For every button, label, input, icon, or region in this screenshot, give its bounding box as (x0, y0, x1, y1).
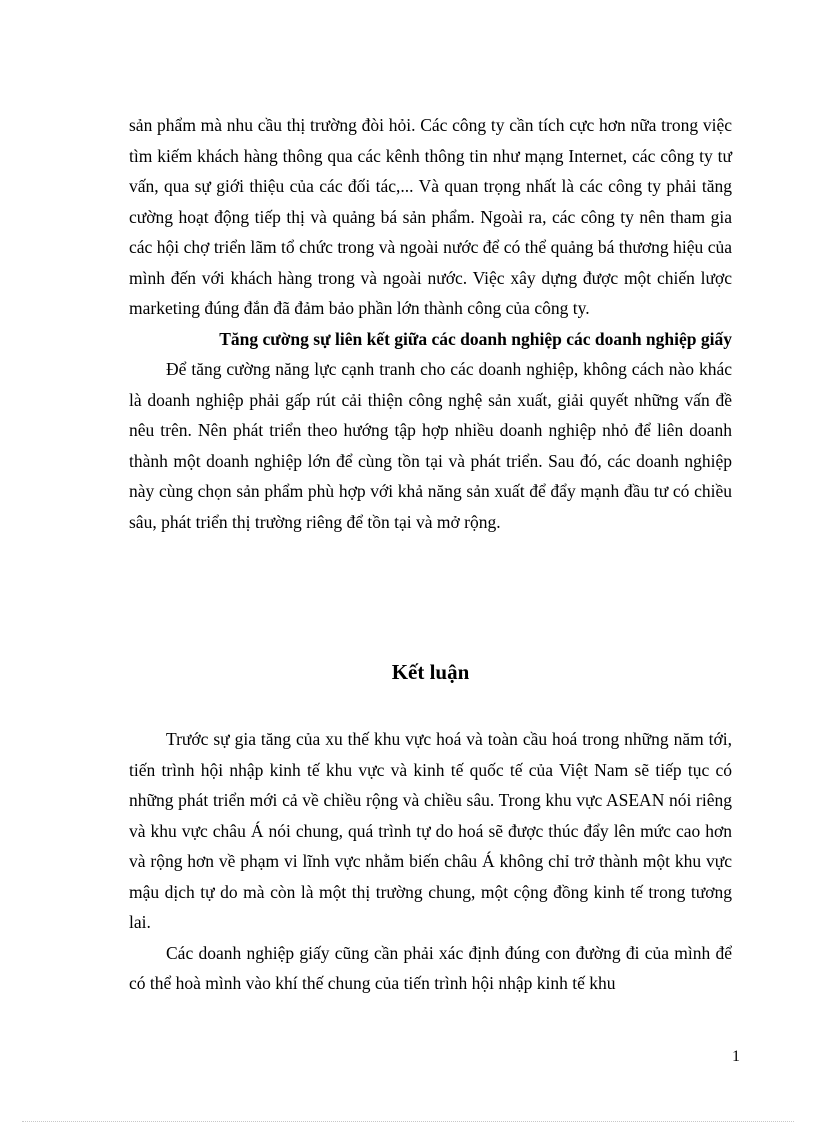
footer-divider (22, 1121, 794, 1122)
page-number: 1 (732, 1048, 740, 1065)
paragraph-competitiveness: Để tăng cường năng lực cạnh tranh cho các doanh nghiệp, không cách nào khác là doanh nghiệp phải gấp rút cải thiện công nghệ sản xuất, giải quyết những vấn đề nêu trên. Nên phát triển theo hướng tập hợp nhiều doanh nghiệp nhỏ để liên doanh thành một doanh nghiệp lớn để cùng tồn tại và phát triển. Sau đó, các doanh nghiệp này cùng chọn sản phẩm phù hợp với khả năng sản xuất để đẩy mạnh đầu tư có chiều sâu, phát triển thị trường riêng để tồn tại và mở rộng. (129, 359, 732, 532)
body-section-top (129, 110, 732, 537)
body-section-conclusion (129, 724, 732, 999)
paragraph-paper-enterprises: Các doanh nghiệp giấy cũng cần phải xác định đúng con đường đi của mình để có thể hoà mình vào khí thế chung của tiến trình hội nhập kinh tế khu (129, 942, 732, 993)
paragraph-marketing: sản phẩm mà nhu cầu thị trường đòi hỏi. Các công ty cần tích cực hơn nữa trong việc tìm kiếm khách hàng thông qua các kênh thông tin như mạng Internet, các công ty tư vấn, qua sự giới thiệu của các đối tác,... Và quan trọng nhất là các công ty phải tăng cường hoạt động tiếp thị và quảng bá sản phẩm. Ngoài ra, các công ty nên tham gia các hội chợ triển lãm tổ chức trong và ngoài nước để có thể quảng bá thương hiệu của mình đến với khách hàng trong và ngoài nước. Việc xây dựng được một chiến lược marketing đúng đắn đã đảm bảo phần lớn thành công của công ty. (129, 115, 732, 318)
section-subheading: Tăng cường sự liên kết giữa các doanh nghiệp các doanh nghiệp giấy (219, 328, 732, 349)
conclusion-heading: Kết luận (391, 660, 470, 684)
paragraph-integration-trend: Trước sự gia tăng của xu thế khu vực hoá và toàn cầu hoá trong những năm tới, tiến trình hội nhập kinh tế khu vực và kinh tế quốc tế của Việt Nam sẽ tiếp tục có những phát triển mới cả về chiều rộng và chiều sâu. Trong khu vực ASEAN nói riêng và khu vực châu Á nói chung, quá trình tự do hoá sẽ được thúc đẩy lên mức cao hơn và rộng hơn về phạm vi lĩnh vực nhằm biến châu Á không chỉ trở thành một khu vực mậu dịch tự do mà còn là một thị trường chung, một cộng đồng kinh tế trong tương lai. (129, 729, 732, 932)
